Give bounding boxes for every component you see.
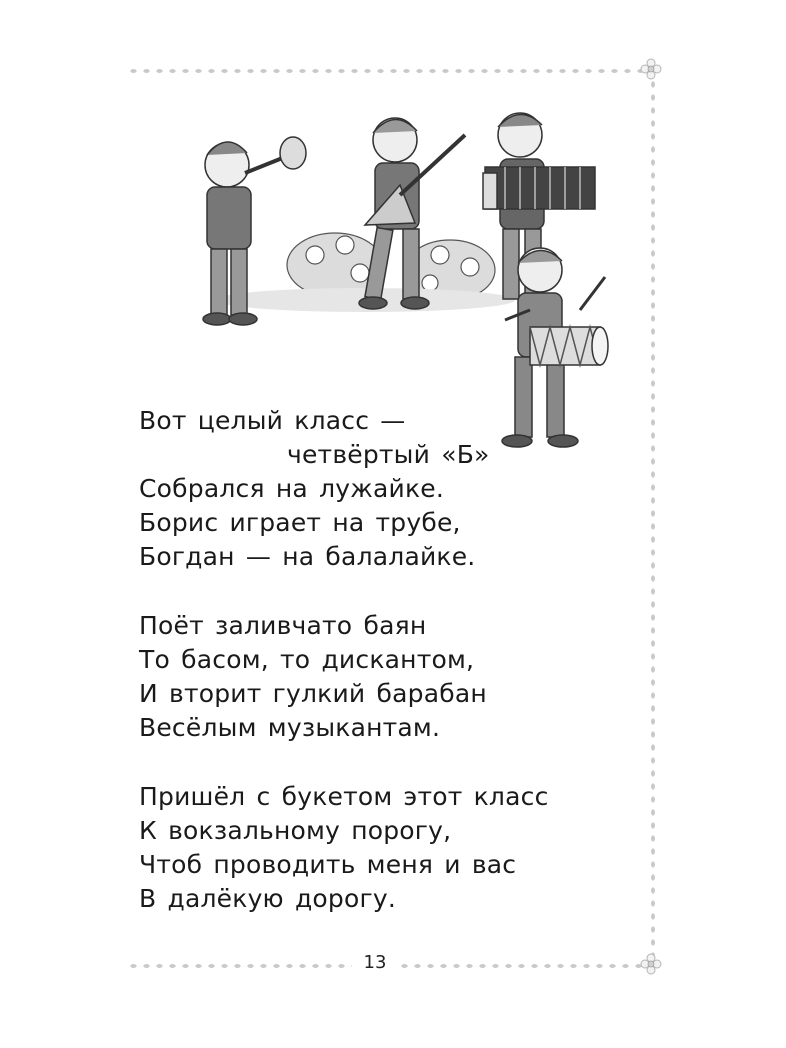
decorative-border-bottom-left	[127, 962, 352, 970]
poem	[139, 404, 599, 916]
poem-line: И вторит гулкий барабан	[139, 679, 487, 708]
poem-line: Богдан — на балалайке.	[139, 542, 476, 571]
stanza-gap	[139, 574, 599, 609]
poem-line: Борис играет на трубе,	[139, 508, 461, 537]
accordion-icon	[483, 167, 595, 209]
musicians-illustration	[185, 105, 615, 455]
poem-line: Вот целый класс —	[139, 406, 406, 435]
poem-line: Поёт заливчато баян	[139, 611, 427, 640]
page-number: 13	[363, 952, 387, 973]
trumpet-icon	[245, 137, 306, 173]
decorative-border-right	[649, 78, 657, 958]
poem-line: В далёкую дорогу.	[139, 884, 396, 913]
poem-line: четвёртый «Б»	[287, 440, 490, 469]
poem-line: К вокзальному порогу,	[139, 816, 452, 845]
flower-icon	[640, 58, 662, 80]
decorative-border-bottom-right	[398, 962, 646, 970]
poem-line: То басом, то дискантом,	[139, 645, 475, 674]
poem-line: Собрался на лужайке.	[139, 474, 444, 503]
poem-line: Чтоб проводить меня и вас	[139, 850, 517, 879]
decorative-border-top	[127, 67, 647, 75]
flower-icon	[640, 953, 662, 975]
poem-line: Пришёл с букетом этот класс	[139, 782, 549, 811]
stanza-gap	[139, 745, 599, 780]
poem-line: Весёлым музыкантам.	[139, 713, 441, 742]
